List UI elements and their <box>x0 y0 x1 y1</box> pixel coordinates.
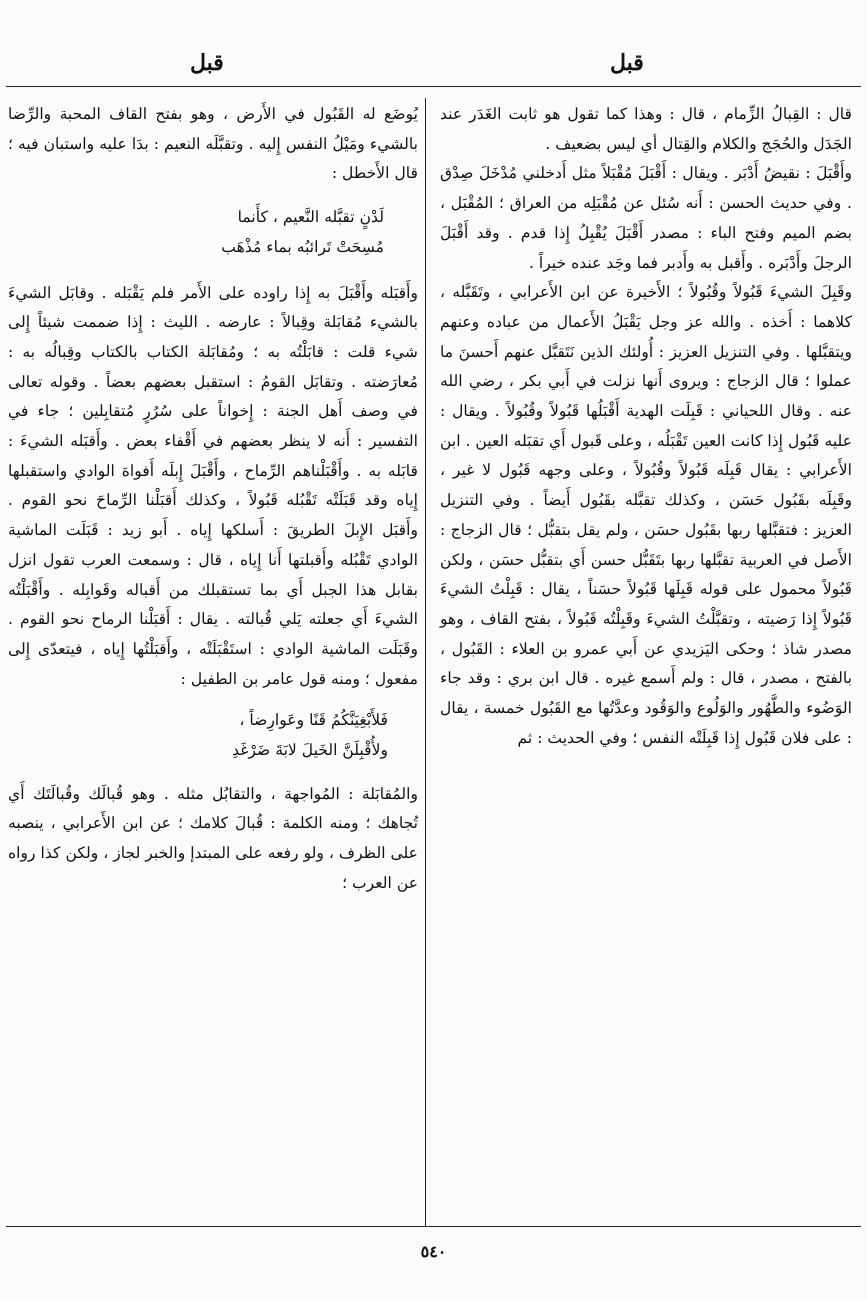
right-column-text: وأَقْبَلَ : نقيضُ أَدْبَر . ويقال : أَقْبَلَ مُقْبَلاً مثل أَدخلني مُدْخَلَ صِدْق . وفي حديث الحسن : أَنه سُئل عن مُقْبَلِه من العراق ؛ المُقْبَل ، بضم الميم وفتح الباء : مصدر أَقْبَلَ يُقْبِلُ إِذا قدم . وقد أَقْبَلَ الرجلَ وأَدْبَره . وأَقبل به وأَدبر فما وجَد عنده خيراً . <box>440 164 852 272</box>
verse-line <box>8 736 418 766</box>
verse-amir <box>8 706 418 765</box>
column-divider <box>425 98 426 1226</box>
verse-hemistich: فَلأَبْغِيَنَّكُمُ قَنًا وعَوارِضاً ، <box>239 711 388 730</box>
verse-line <box>8 233 418 263</box>
verse-line <box>8 706 418 736</box>
bottom-rule <box>6 1226 861 1227</box>
verse-line <box>8 203 418 233</box>
left-column-top-text: يُوضَع له القَبُول في الأَرض ، وهو بفتح القاف المحبة والرِّضا بالشيء ومَيْلُ النفس إِليه . وتقبَّلَه النعيم : بدَا عليه واستبان فيه ؛ قال الأَخطل : <box>8 105 418 183</box>
right-column <box>440 100 852 753</box>
headword-left: قبل <box>190 50 224 76</box>
verse-akhtal <box>8 203 418 262</box>
page-header <box>0 50 867 80</box>
left-column-bottom-text: والمُقابَلة : المُواجهة ، والتقابُل مثله . وهو قُبالَك وقُبالَتَك أَي تُجاهك ؛ ومنه الكلمة : قُبالَ كلامك ؛ عن ابن الأَعرابي ، ينصبه على الظرف ، ولو رفعه على المبتدإ والخبر لجاز ، ولكن كذا رواه عن العرب ؛ <box>8 784 418 892</box>
right-column-text: قال : القِبالُ الزِّمام ، قال : وهذا كما تقول هو ثابت الغَدَر عند الجَدَل والحُجَج والكلام والقِتال أي ليس بضعيف . <box>440 105 852 153</box>
headword-right: قبل <box>610 50 644 76</box>
verse-hemistich: ولأُقْبِلَنَّ الخَيلَ لابَةَ ضَرْغَدِ <box>232 741 388 760</box>
verse-hemistich: مُسِحَتْ تَرائبُه بماء مُذْهَب <box>221 237 384 256</box>
verse-hemistich: لَدْنٍ تقبَّله النَّعيم ، كأَنما <box>237 208 384 227</box>
page-number: ٥٤٠ <box>420 1242 447 1261</box>
left-column-mid-text: وأَقبَله وأَقْبَلَ به إِذا راوده على الأَمر فلم يَقْبَله . وقابَل الشيءَ بالشيء مُقابَلة وقِبالاً : عارضه . الليث : إِذا ضممت شيئاً إِلى شيء قلت : قابَلْتُه به ؛ ومُقابَلة الكتاب بالكتاب وقِبالُه به : مُعارَضته . وتقابَل القومُ : استقبل بعضهم بعضاً . وقوله تعالى في وصف أَهل الجنة : إِخواناً على سُرُرٍ مُتقابِلين ؛ جاء في التفسير : أَنه لا ينظر بعضهم في أَقْفاء بعض . وأَقبَله الشيءَ : قابَله به . وأَقْبَلْناهم الرِّماح ، وأَقْبَلَ إِبلَه أَفواهَ الوادي واستقبلها إِياه وقد قَبَلَتْه تَقْبُله قَبُولاً ، وكذلك أَقبَلْنا الرِّماحَ نحو القوم . وأَقبَل الإِبلَ الطريقَ : أَسلكها إِياه . أَبو زيد : قَبَلَت الماشية الوادي تَقْبُله وأَقبلتها أَنا إِياه ، قال : وسمعت العرب تقول انزل بقابل هذا الجبل أَي بما تستقبلك من أَقباله وقَوابِله . وأَقْبَلْتُه الشيءَ أَي جعلته يَلي قُبالته . يقال : أَقبَلْنا الرماح نحو القوم . وقَبَلَت الماشية الوادي : استَقْبَلَتْه ، وأَقبَلْتُها إِياه ، فيتعدّى إِلى مفعول ؛ ومنه قول عامر بن الطفيل : <box>8 283 418 688</box>
top-rule <box>6 86 861 87</box>
left-column <box>8 100 418 899</box>
right-column-text: وقَبِلَ الشيءَ قَبُولاً وقُبُولاً ؛ الأَخيرة عن ابن الأَعرابي ، وتَقَبَّله ، كلاهما : أَخذه . والله عز وجل يَقْبَلُ الأَعمال من عباده وعنهم ويتقبَّلها . وفي التنزيل العزيز : أُولئك الذين نَتَقبَّل عنهم أَحسنَ ما عملوا ؛ قال الزجاج : ويروى أَنها نزلت في أَبي بكر ، رضي الله عنه . وقال اللحياني : قَبِلَت الهدية أَقْبَلُها قَبُولاً وقُبُولاً . ويقال : عليه قَبُول إِذا كانت العين تَقْبَلُه ، وعلى قَبول أَي تقبَله العين . ابن الأَعرابي : يقال قَبِلَه قَبُولاً وقُبُولاً ، وعلى وجهه قَبُول لا غير ، وقَبِلَه بقَبُول حَسَن ، وكذلك تقبَّله بقَبُول أَيضاً . وفي التنزيل العزيز : فتقبَّلها ربها بقَبُول حسَن ، ولم يقل بتقبُّل ؛ قال الزجاج : الأَصل في العربية تقبَّلها ربها بتَقَبُّل حسن أَي بتقبُّل حسَن ، ولكن قَبُولاً محمول على قوله قَبِلَها قَبُولاً حسَناً ، يقال : قَبِلْتُ الشيءَ قَبُولاً إِذا رَضيته ، وتقبَّلْتُ الشيءَ وقَبِلْتُه قَبُولاً ، بفتح القاف ، وهو مصدر شاذ ؛ وحكى اليَزيدي عن أَبي عمرو بن العلاء : القَبُول ، بالفتح ، مصدر ، قال : ولم أَسمع غيره . قال ابن بري : وقد جاء الوَضُوء والطَّهُور والوَلُوع والوَقُود وعدَّتُها مع القَبُول خمسة ، يقال : على فلان قَبُول إِذا قَبِلَتْه النفس ؛ وفي الحديث : ثم <box>440 283 852 747</box>
